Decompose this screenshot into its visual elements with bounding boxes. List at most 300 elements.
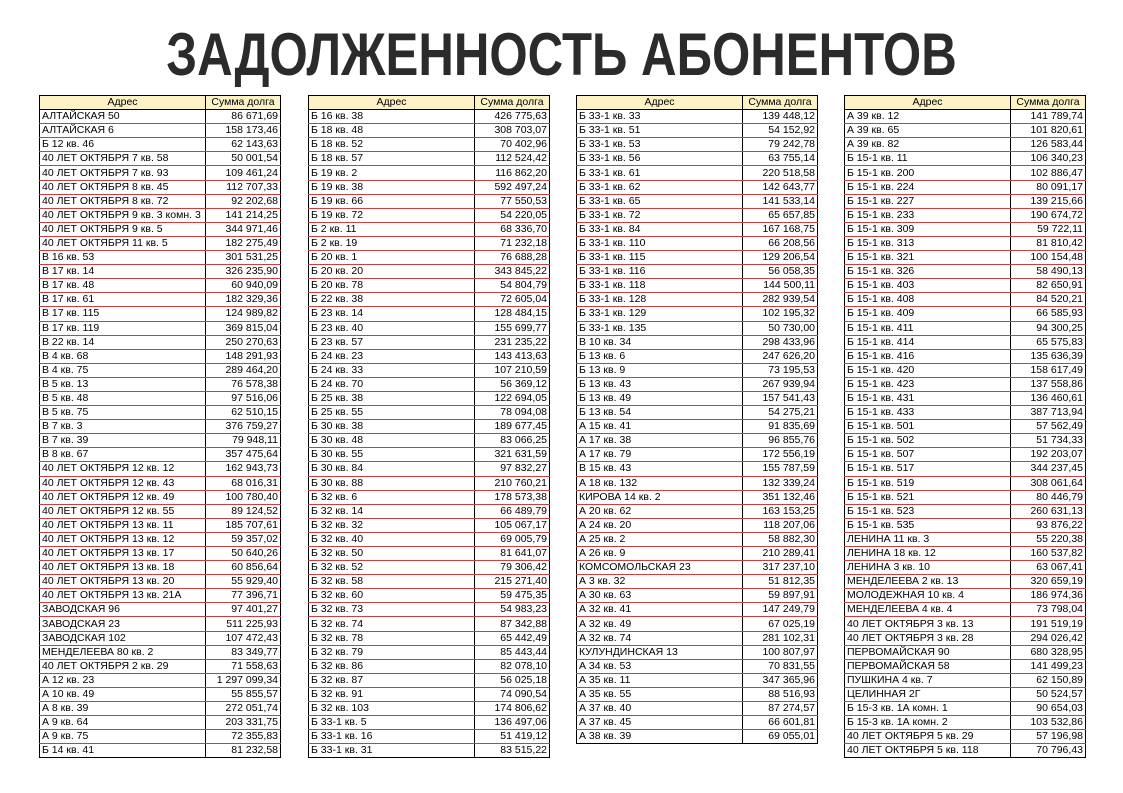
amount-cell: 65 442,49 [475, 631, 550, 645]
address-cell: Б 32 кв. 79 [309, 645, 475, 659]
table-row [577, 589, 818, 603]
address-cell: Б 15-1 кв. 409 [845, 307, 1011, 321]
amount-cell: 135 636,39 [1011, 349, 1086, 363]
amount-cell: 210 760,21 [475, 476, 550, 490]
address-cell: А 34 кв. 53 [577, 659, 743, 673]
amount-cell: 97 832,27 [475, 462, 550, 476]
address-cell: МЕНДЕЛЕЕВА 4 кв. 4 [845, 603, 1011, 617]
address-cell: В 15 кв. 43 [577, 462, 743, 476]
amount-cell: 118 207,06 [743, 518, 818, 532]
address-cell: В 5 кв. 75 [40, 406, 206, 420]
address-cell: Б 33-1 кв. 53 [577, 138, 743, 152]
amount-cell: 71 558,63 [206, 659, 281, 673]
address-cell: А 17 кв. 38 [577, 434, 743, 448]
address-cell: Б 15-1 кв. 233 [845, 208, 1011, 222]
address-cell: А 26 кв. 9 [577, 547, 743, 561]
address-cell: 40 ЛЕТ ОКТЯБРЯ 7 кв. 93 [40, 166, 206, 180]
amount-cell: 106 340,23 [1011, 152, 1086, 166]
amount-cell: 76 688,28 [475, 251, 550, 265]
amount-cell: 58 490,13 [1011, 265, 1086, 279]
address-cell: Б 20 кв. 1 [309, 251, 475, 265]
table-row [40, 547, 281, 561]
amount-cell: 60 940,09 [206, 279, 281, 293]
amount-cell: 100 154,48 [1011, 251, 1086, 265]
address-cell: Б 33-1 кв. 128 [577, 293, 743, 307]
amount-cell: 79 242,78 [743, 138, 818, 152]
debt-table-1 [39, 95, 281, 758]
address-cell: Б 15-1 кв. 535 [845, 518, 1011, 532]
amount-cell: 60 856,64 [206, 561, 281, 575]
amount-cell: 73 798,04 [1011, 603, 1086, 617]
address-cell: Б 13 кв. 6 [577, 349, 743, 363]
address-cell: Б 33-1 кв. 16 [309, 730, 475, 744]
amount-cell: 69 005,79 [475, 532, 550, 546]
address-cell: Б 13 кв. 43 [577, 377, 743, 391]
amount-cell: 54 804,79 [475, 279, 550, 293]
amount-cell: 137 558,86 [1011, 377, 1086, 391]
amount-header: Сумма долга [743, 96, 818, 110]
amount-cell: 81 232,58 [206, 744, 281, 758]
table-row [40, 251, 281, 265]
table-row [845, 589, 1086, 603]
amount-cell: 126 583,44 [1011, 138, 1086, 152]
table-row [309, 504, 550, 518]
amount-cell: 103 532,86 [1011, 716, 1086, 730]
table-row [577, 434, 818, 448]
amount-cell: 132 339,24 [743, 476, 818, 490]
address-cell: Б 15-1 кв. 431 [845, 391, 1011, 405]
table-row [845, 293, 1086, 307]
address-cell: ПУШКИНА 4 кв. 7 [845, 673, 1011, 687]
table-row [309, 152, 550, 166]
address-cell: Б 15-1 кв. 321 [845, 251, 1011, 265]
address-cell: КУЛУНДИНСКАЯ 13 [577, 645, 743, 659]
amount-cell: 148 291,93 [206, 349, 281, 363]
amount-cell: 182 329,36 [206, 293, 281, 307]
address-cell: Б 15-1 кв. 326 [845, 265, 1011, 279]
amount-header: Сумма долга [1011, 96, 1086, 110]
address-cell: Б 19 кв. 66 [309, 194, 475, 208]
amount-cell: 112 524,42 [475, 152, 550, 166]
address-cell: Б 13 кв. 54 [577, 406, 743, 420]
amount-cell: 158 173,46 [206, 124, 281, 138]
address-cell: Б 15-1 кв. 507 [845, 448, 1011, 462]
address-cell: Б 33-1 кв. 31 [309, 744, 475, 758]
table-row [40, 166, 281, 180]
amount-cell: 79 948,11 [206, 434, 281, 448]
table-row [577, 335, 818, 349]
amount-cell: 56 058,35 [743, 265, 818, 279]
table-row [309, 730, 550, 744]
address-cell: Б 15-1 кв. 420 [845, 363, 1011, 377]
address-cell: Б 15-1 кв. 224 [845, 180, 1011, 194]
address-header: Адрес [845, 96, 1011, 110]
address-cell: В 7 кв. 3 [40, 420, 206, 434]
amount-cell: 112 707,33 [206, 180, 281, 194]
table-row [40, 631, 281, 645]
table-row [577, 166, 818, 180]
address-cell: Б 30 кв. 84 [309, 462, 475, 476]
table-row [309, 547, 550, 561]
amount-cell: 163 153,25 [743, 504, 818, 518]
amount-cell: 58 882,30 [743, 532, 818, 546]
amount-cell: 105 067,17 [475, 518, 550, 532]
address-cell: ЗАВОДСКАЯ 23 [40, 617, 206, 631]
table-row [845, 504, 1086, 518]
address-cell: А 9 кв. 64 [40, 716, 206, 730]
table-row [845, 406, 1086, 420]
amount-cell: 107 472,43 [206, 631, 281, 645]
amount-cell: 97 401,27 [206, 603, 281, 617]
table-row [845, 490, 1086, 504]
amount-cell: 66 585,93 [1011, 307, 1086, 321]
address-cell: Б 33-1 кв. 33 [577, 110, 743, 124]
table-row [40, 645, 281, 659]
address-cell: Б 33-1 кв. 129 [577, 307, 743, 321]
address-cell: КОМСОМОЛЬСКАЯ 23 [577, 561, 743, 575]
table-row [845, 702, 1086, 716]
address-cell: КИРОВА 14 кв. 2 [577, 490, 743, 504]
address-cell: 40 ЛЕТ ОКТЯБРЯ 8 кв. 72 [40, 194, 206, 208]
table-row [577, 293, 818, 307]
address-cell: Б 15-1 кв. 519 [845, 476, 1011, 490]
table-row [309, 603, 550, 617]
table-row [845, 575, 1086, 589]
address-cell: В 17 кв. 14 [40, 265, 206, 279]
table-row [40, 702, 281, 716]
table-row [845, 716, 1086, 730]
amount-cell: 97 516,06 [206, 391, 281, 405]
amount-cell: 129 206,54 [743, 251, 818, 265]
table-row [845, 448, 1086, 462]
table-row [309, 335, 550, 349]
amount-cell: 50 524,57 [1011, 687, 1086, 701]
table-row [845, 659, 1086, 673]
address-cell: 40 ЛЕТ ОКТЯБРЯ 12 кв. 49 [40, 490, 206, 504]
amount-cell: 167 168,75 [743, 222, 818, 236]
address-cell: В 5 кв. 13 [40, 377, 206, 391]
amount-cell: 82 078,10 [475, 659, 550, 673]
table-row [577, 490, 818, 504]
address-cell: Б 32 кв. 86 [309, 659, 475, 673]
amount-cell: 141 214,25 [206, 208, 281, 222]
table-row [845, 363, 1086, 377]
table-row [577, 377, 818, 391]
address-cell: В 4 кв. 68 [40, 349, 206, 363]
table-row [309, 702, 550, 716]
table-row [309, 434, 550, 448]
amount-cell: 142 643,77 [743, 180, 818, 194]
address-cell: Б 12 кв. 46 [40, 138, 206, 152]
address-cell: Б 33-1 кв. 51 [577, 124, 743, 138]
amount-cell: 343 845,22 [475, 265, 550, 279]
amount-cell: 162 943,73 [206, 462, 281, 476]
amount-cell: 70 831,55 [743, 659, 818, 673]
table-row [309, 631, 550, 645]
table-row [845, 194, 1086, 208]
table-row [845, 377, 1086, 391]
table-row [309, 420, 550, 434]
table-row [40, 744, 281, 758]
amount-cell: 50 001,54 [206, 152, 281, 166]
amount-cell: 88 516,93 [743, 687, 818, 701]
amount-cell: 308 703,07 [475, 124, 550, 138]
address-cell: АЛТАЙСКАЯ 6 [40, 124, 206, 138]
address-cell: Б 32 кв. 50 [309, 547, 475, 561]
table-row [309, 687, 550, 701]
table-row [309, 448, 550, 462]
table-row [309, 589, 550, 603]
table-row [309, 180, 550, 194]
amount-cell: 147 249,79 [743, 603, 818, 617]
amount-cell: 189 677,45 [475, 420, 550, 434]
table-row [40, 279, 281, 293]
address-cell: А 24 кв. 20 [577, 518, 743, 532]
table-row [309, 490, 550, 504]
amount-cell: 89 124,52 [206, 504, 281, 518]
amount-cell: 160 537,82 [1011, 547, 1086, 561]
amount-cell: 78 094,08 [475, 406, 550, 420]
amount-cell: 186 974,36 [1011, 589, 1086, 603]
amount-cell: 74 090,54 [475, 687, 550, 701]
table-row [309, 293, 550, 307]
table-row [845, 673, 1086, 687]
amount-cell: 298 433,96 [743, 335, 818, 349]
table-row [40, 659, 281, 673]
amount-cell: 69 055,01 [743, 730, 818, 744]
table-row [577, 532, 818, 546]
address-cell: А 9 кв. 75 [40, 730, 206, 744]
amount-cell: 592 497,24 [475, 180, 550, 194]
table-row [40, 687, 281, 701]
address-cell: А 35 кв. 55 [577, 687, 743, 701]
address-cell: МЕНДЕЛЕЕВА 80 кв. 2 [40, 645, 206, 659]
amount-cell: 1 297 099,34 [206, 673, 281, 687]
table-row [309, 110, 550, 124]
amount-cell: 71 232,18 [475, 236, 550, 250]
table-row [40, 673, 281, 687]
table-row [40, 208, 281, 222]
table-row [40, 434, 281, 448]
table-row [40, 716, 281, 730]
table-row [577, 476, 818, 490]
address-cell: Б 22 кв. 38 [309, 293, 475, 307]
table-row [577, 307, 818, 321]
address-cell: Б 32 кв. 52 [309, 561, 475, 575]
amount-cell: 51 419,12 [475, 730, 550, 744]
amount-cell: 141 789,74 [1011, 110, 1086, 124]
table-row [577, 391, 818, 405]
table-row [577, 251, 818, 265]
amount-cell: 54 983,23 [475, 603, 550, 617]
amount-cell: 81 810,42 [1011, 236, 1086, 250]
amount-cell: 124 989,82 [206, 307, 281, 321]
address-cell: ПЕРВОМАЙСКАЯ 58 [845, 659, 1011, 673]
amount-cell: 55 855,57 [206, 687, 281, 701]
table-row [845, 335, 1086, 349]
amount-cell: 144 500,11 [743, 279, 818, 293]
address-cell: 40 ЛЕТ ОКТЯБРЯ 2 кв. 29 [40, 659, 206, 673]
address-cell: ЗАВОДСКАЯ 96 [40, 603, 206, 617]
table-row [309, 194, 550, 208]
table-row [40, 222, 281, 236]
address-cell: Б 32 кв. 103 [309, 702, 475, 716]
table-row [845, 349, 1086, 363]
amount-cell: 54 275,21 [743, 406, 818, 420]
table-row [845, 687, 1086, 701]
table-row [309, 265, 550, 279]
address-cell: Б 18 кв. 48 [309, 124, 475, 138]
amount-cell: 220 518,58 [743, 166, 818, 180]
amount-cell: 65 575,83 [1011, 335, 1086, 349]
amount-cell: 344 971,46 [206, 222, 281, 236]
address-cell: Б 15-1 кв. 227 [845, 194, 1011, 208]
table-row [577, 321, 818, 335]
address-cell: Б 19 кв. 72 [309, 208, 475, 222]
amount-cell: 301 531,25 [206, 251, 281, 265]
amount-cell: 93 876,22 [1011, 518, 1086, 532]
amount-cell: 70 796,43 [1011, 744, 1086, 758]
amount-cell: 281 102,31 [743, 631, 818, 645]
amount-cell: 182 275,49 [206, 236, 281, 250]
address-cell: Б 32 кв. 40 [309, 532, 475, 546]
address-cell: Б 2 кв. 11 [309, 222, 475, 236]
table-row [577, 561, 818, 575]
address-cell: 40 ЛЕТ ОКТЯБРЯ 13 кв. 11 [40, 518, 206, 532]
amount-cell: 143 413,63 [475, 349, 550, 363]
address-header: Адрес [577, 96, 743, 110]
address-cell: В 7 кв. 39 [40, 434, 206, 448]
table-row [309, 279, 550, 293]
amount-cell: 83 349,77 [206, 645, 281, 659]
amount-cell: 289 464,20 [206, 363, 281, 377]
address-cell: Б 18 кв. 52 [309, 138, 475, 152]
address-cell: Б 25 кв. 38 [309, 391, 475, 405]
table-row [845, 124, 1086, 138]
amount-cell: 50 730,00 [743, 321, 818, 335]
amount-cell: 68 336,70 [475, 222, 550, 236]
amount-cell: 59 475,35 [475, 589, 550, 603]
table-row [577, 504, 818, 518]
amount-cell: 190 674,72 [1011, 208, 1086, 222]
address-header: Адрес [40, 96, 206, 110]
address-cell: А 37 кв. 45 [577, 716, 743, 730]
table-row [309, 391, 550, 405]
amount-cell: 215 271,40 [475, 575, 550, 589]
address-cell: Б 15-1 кв. 433 [845, 406, 1011, 420]
table-row [40, 476, 281, 490]
table-row [40, 490, 281, 504]
address-cell: В 10 кв. 34 [577, 335, 743, 349]
amount-cell: 96 855,76 [743, 434, 818, 448]
table-row [40, 138, 281, 152]
address-cell: Б 15-1 кв. 423 [845, 377, 1011, 391]
amount-cell: 91 835,69 [743, 420, 818, 434]
amount-cell: 267 939,94 [743, 377, 818, 391]
page-title: ЗАДОЛЖЕННОСТЬ АБОНЕНТОВ [166, 21, 957, 88]
address-cell: В 22 кв. 14 [40, 335, 206, 349]
amount-header: Сумма долга [475, 96, 550, 110]
table-row [40, 236, 281, 250]
amount-cell: 66 489,79 [475, 504, 550, 518]
amount-cell: 294 026,42 [1011, 631, 1086, 645]
address-cell: А 3 кв. 32 [577, 575, 743, 589]
address-cell: 40 ЛЕТ ОКТЯБРЯ 7 кв. 58 [40, 152, 206, 166]
table-row [845, 265, 1086, 279]
address-cell: Б 32 кв. 60 [309, 589, 475, 603]
amount-cell: 320 659,19 [1011, 575, 1086, 589]
table-row [309, 166, 550, 180]
table-row [577, 363, 818, 377]
table-row [40, 561, 281, 575]
address-cell: А 32 кв. 49 [577, 617, 743, 631]
amount-cell: 369 815,04 [206, 321, 281, 335]
amount-cell: 158 617,49 [1011, 363, 1086, 377]
address-cell: 40 ЛЕТ ОКТЯБРЯ 13 кв. 18 [40, 561, 206, 575]
table-row [845, 236, 1086, 250]
table-row [40, 194, 281, 208]
amount-cell: 62 143,63 [206, 138, 281, 152]
address-cell: Б 13 кв. 9 [577, 363, 743, 377]
table-row [309, 307, 550, 321]
table-row [845, 222, 1086, 236]
table-row [309, 659, 550, 673]
amount-cell: 80 091,17 [1011, 180, 1086, 194]
amount-cell: 109 461,24 [206, 166, 281, 180]
amount-cell: 70 402,96 [475, 138, 550, 152]
table-row [309, 518, 550, 532]
address-cell: А 8 кв. 39 [40, 702, 206, 716]
table-row [845, 730, 1086, 744]
address-cell: Б 30 кв. 55 [309, 448, 475, 462]
amount-cell: 357 475,64 [206, 448, 281, 462]
amount-cell: 92 202,68 [206, 194, 281, 208]
address-cell: Б 15-1 кв. 408 [845, 293, 1011, 307]
amount-cell: 174 806,62 [475, 702, 550, 716]
address-cell: Б 32 кв. 74 [309, 617, 475, 631]
address-cell: Б 15-1 кв. 200 [845, 166, 1011, 180]
amount-cell: 203 331,75 [206, 716, 281, 730]
address-cell: Б 15-1 кв. 502 [845, 434, 1011, 448]
address-cell: Б 30 кв. 38 [309, 420, 475, 434]
table-row [309, 716, 550, 730]
address-cell: Б 33-1 кв. 56 [577, 152, 743, 166]
address-cell: Б 15-1 кв. 411 [845, 321, 1011, 335]
table-row [577, 349, 818, 363]
address-cell: В 17 кв. 48 [40, 279, 206, 293]
table-row [845, 532, 1086, 546]
amount-cell: 57 562,49 [1011, 420, 1086, 434]
address-cell: Б 25 кв. 55 [309, 406, 475, 420]
address-cell: Б 19 кв. 38 [309, 180, 475, 194]
amount-cell: 87 342,88 [475, 617, 550, 631]
table-row [577, 194, 818, 208]
table-row [845, 307, 1086, 321]
amount-cell: 66 601,81 [743, 716, 818, 730]
address-cell: Б 33-1 кв. 5 [309, 716, 475, 730]
table-row [309, 575, 550, 589]
address-cell: Б 32 кв. 91 [309, 687, 475, 701]
table-row [40, 448, 281, 462]
amount-cell: 66 208,56 [743, 236, 818, 250]
address-header: Адрес [309, 96, 475, 110]
table-row [40, 575, 281, 589]
address-cell: 40 ЛЕТ ОКТЯБРЯ 13 кв. 17 [40, 547, 206, 561]
amount-cell: 72 605,04 [475, 293, 550, 307]
address-cell: А 25 кв. 2 [577, 532, 743, 546]
table-row [40, 617, 281, 631]
amount-cell: 128 484,15 [475, 307, 550, 321]
